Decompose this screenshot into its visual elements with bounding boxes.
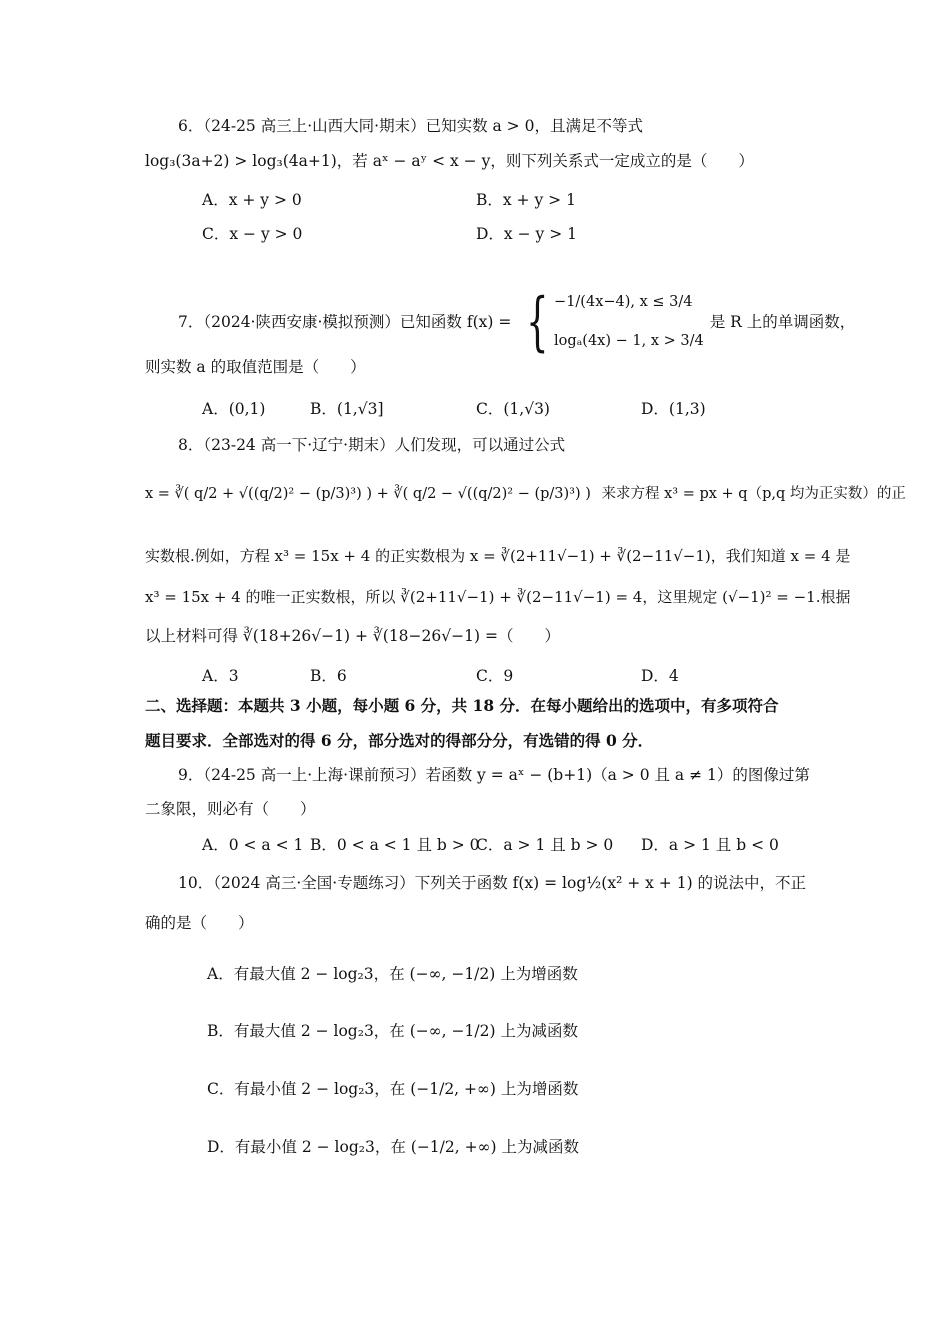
q9-option-c: C．a > 1 且 b > 0 (476, 836, 614, 854)
q6-stem-line2: log₃(3a+2) > log₃(4a+1)，若 aˣ − aʸ < x − y，则下列关系式一定成立的是（ ） (145, 152, 754, 170)
q8-stem-line4: x³ = 15x + 4 的唯一正实数根，所以 ∛(2+11√−1) + ∛(2−11√−1) = 4，这里规定 (√−1)² = −1.根据 (145, 588, 851, 606)
q9-option-b: B．0 < a < 1 且 b > 0 (310, 836, 480, 854)
q7-option-b: B．(1,√3] (310, 400, 384, 418)
q10-option-d: D．有最小值 2 − log₂3，在 (−1/2, +∞) 上为减函数 (207, 1138, 579, 1156)
q7-stem-post: 是 R 上的单调函数， (709, 312, 856, 331)
q8-stem-line1: 8．（23-24 高一下·辽宁·期末）人们发现，可以通过公式 (178, 436, 566, 454)
q10-stem-line2: 确的是（ ） (145, 914, 254, 932)
section2-heading-line1: 二、选择题：本题共 3 小题，每小题 6 分，共 18 分．在每小题给出的选项中，有多项符合 (145, 696, 779, 715)
q7-piece1: −1/(4x−4), x ≤ 3/4 (554, 293, 693, 310)
q7-piecewise (517, 285, 704, 359)
q8-formula-line (145, 486, 906, 503)
q6-option-b: B．x + y > 1 (476, 191, 576, 209)
q8-option-d: D．4 (641, 667, 679, 685)
q7-brace: { (526, 285, 549, 359)
q6-option-d: D．x − y > 1 (476, 225, 577, 243)
q7-option-a: A．(0,1) (202, 400, 266, 418)
q8-stem-line5: 以上材料可得 ∛(18+26√−1) + ∛(18−26√−1) =（ ） (145, 627, 560, 645)
section2-heading-line2: 题目要求．全部选对的得 6 分，部分选对的得部分分，有选错的得 0 分． (145, 731, 654, 750)
q9-option-d: D．a > 1 且 b < 0 (641, 836, 779, 854)
q7-stem-line2: 则实数 a 的取值范围是（ ） (145, 358, 366, 376)
q10-option-b: B．有最大值 2 − log₂3，在 (−∞, −1/2) 上为减函数 (207, 1022, 578, 1040)
q8-option-c: C．9 (476, 667, 514, 685)
q10-option-a: A．有最大值 2 − log₂3，在 (−∞, −1/2) 上为增函数 (207, 965, 578, 983)
q6-option-a: A．x + y > 0 (202, 191, 302, 209)
q7-stem-pre: 7．（2024·陕西安康·模拟预测）已知函数 f(x) = (178, 312, 512, 331)
q9-option-a: A．0 < a < 1 (202, 836, 304, 854)
q10-option-c: C．有最小值 2 − log₂3，在 (−1/2, +∞) 上为增函数 (207, 1080, 579, 1098)
q8-stem-line3: 实数根.例如，方程 x³ = 15x + 4 的正实数根为 x = ∛(2+11√−1) + ∛(2−11√−1)，我们知道 x = 4 是 (145, 547, 851, 565)
q7-stem-line1 (178, 285, 856, 359)
q9-stem-line2: 二象限，则必有（ ） (145, 800, 316, 818)
q9-stem-line1: 9．（24-25 高一上·上海·课前预习）若函数 y = aˣ − (b+1)（a > 0 且 a ≠ 1）的图像过第 (178, 766, 810, 784)
q8-option-b: B．6 (310, 667, 347, 685)
q7-piece2: logₐ(4x) − 1, x > 3/4 (554, 333, 704, 349)
q7-option-d: D．(1,3) (641, 400, 706, 418)
q6-option-c: C．x − y > 0 (202, 225, 303, 243)
q8-option-a: A．3 (202, 667, 239, 685)
q8-formula-tail: 来求方程 x³ = px + q（p,q 均为正实数）的正 (601, 486, 906, 502)
q6-stem-line1: 6．（24-25 高三上·山西大同·期末）已知实数 a > 0，且满足不等式 (178, 117, 643, 135)
q10-stem-line1: 10．（2024 高三·全国·专题练习）下列关于函数 f(x) = log½(x² + x + 1) 的说法中，不正 (178, 874, 807, 892)
q8-formula: x = ∛( q/2 + √((q/2)² − (p/3)³) ) + ∛( q/2 − √((q/2)² − (p/3)³) ) (145, 486, 591, 502)
q7-option-c: C．(1,√3) (476, 400, 550, 418)
